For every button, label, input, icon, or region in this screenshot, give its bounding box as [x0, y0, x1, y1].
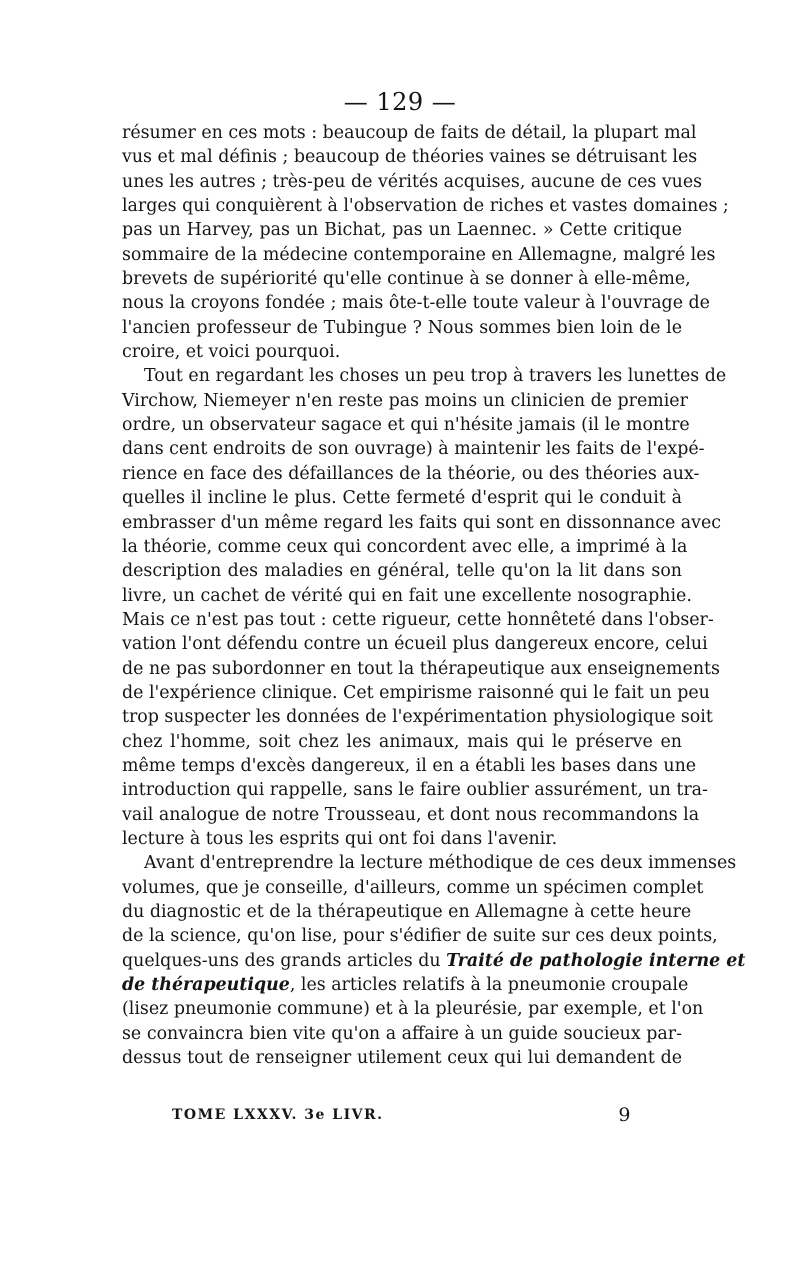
text-line: de la science, qu'on lise, pour s'édifier de suite sur ces deux points, [122, 926, 718, 947]
text-line: de l'expérience clinique. Cet empirisme raisonné qui le fait un peu [122, 682, 710, 703]
text-line: résumer en ces mots : beaucoup de faits de détail, la plupart mal [122, 123, 697, 143]
text-line: dans cent endroits de son ouvrage) à maintenir les faits de l'expé- [122, 439, 705, 460]
text-line: description des maladies en général, telle qu'on la lit dans son [122, 561, 682, 582]
text-line: larges qui conquièrent à l'observation de riches et vastes domaines ; [122, 196, 729, 217]
book-title-italic: Traité de pathologie interne et [446, 950, 746, 971]
text-line: trop suspecter les données de l'expérimentation physiologique soit [122, 707, 713, 728]
signature-line [172, 1102, 632, 1128]
text-line: Tout en regardant les choses un peu trop à travers les lunettes de [144, 366, 727, 387]
text-line: l'ancien professeur de Tubingue ? Nous sommes bien loin de le [122, 317, 682, 338]
text-line: rience en face des défaillances de la théorie, ou des théories aux- [122, 463, 700, 484]
text-line: sommaire de la médecine contemporaine en Allemagne, malgré les [122, 244, 716, 265]
text-line: la théorie, comme ceux qui concordent avec elle, a imprimé à la [122, 536, 688, 557]
text-line: vation l'ont défendu contre un écueil plus dangereux encore, celui [122, 634, 708, 655]
text-line: de ne pas subordonner en tout la thérapeutique aux enseignements [122, 658, 720, 679]
text-line: se convaincra bien vite qu'on a affaire à un guide soucieux par- [122, 1023, 682, 1044]
text-line: Avant d'entreprendre la lecture méthodique de ces deux immenses [144, 853, 737, 874]
page-number: — 129 — [343, 88, 457, 116]
text-line: livre, un cachet de vérité qui en fait une excellente nosographie. [122, 585, 692, 606]
text-line: brevets de supériorité qu'elle continue à se donner à elle-même, [122, 269, 691, 290]
text-line: nous la croyons fondée ; mais ôte-t-elle toute valeur à l'ouvrage de [122, 293, 710, 314]
text-line: Mais ce n'est pas tout : cette rigueur, cette honnêteté dans l'obser- [122, 609, 714, 630]
text-line: de thérapeutique, les articles relatifs à la pneumonie croupale [122, 975, 689, 996]
text-line: vail analogue de notre Trousseau, et dont nous recommandons la [122, 804, 700, 825]
text-line: quelques-uns des grands articles du Traité de pathologie interne et [122, 950, 746, 971]
text-line: volumes, que je conseille, d'ailleurs, comme un spécimen complet [122, 877, 704, 898]
text-line: Virchow, Niemeyer n'en reste pas moins un clinicien de premier [122, 390, 688, 411]
text-line: (lisez pneumonie commune) et à la pleurésie, par exemple, et l'on [122, 999, 704, 1020]
printer-signature: TOME LXXXV. 3e LIVR. [172, 1107, 384, 1123]
text-line: ordre, un observateur sagace et qui n'hésite jamais (il le montre [122, 415, 690, 436]
book-title-italic: de thérapeutique [122, 975, 290, 996]
text-line: du diagnostic et de la thérapeutique en Allemagne à cette heure [122, 902, 692, 922]
sheet-number: 9 [618, 1104, 632, 1126]
text-line: dessus tout de renseigner utilement ceux qui lui demandent de [122, 1048, 682, 1069]
text-line: unes les autres ; très-peu de vérités acquises, aucune de ces vues [122, 171, 703, 192]
text-line: embrasser d'un même regard les faits qui sont en dissonnance avec [122, 512, 722, 533]
text-line: lecture à tous les esprits qui ont foi dans l'avenir. [122, 828, 558, 849]
body-text [122, 121, 746, 1070]
text-line: quelles il incline le plus. Cette fermeté d'esprit qui le conduit à [122, 488, 682, 509]
text-line: pas un Harvey, pas un Bichat, pas un Laennec. » Cette critique [122, 220, 682, 241]
text-line: croire, et voici pourquoi. [122, 342, 341, 363]
text-line: chez l'homme, soit chez les animaux, mais qui le préserve en [122, 731, 682, 752]
text-line: vus et mal définis ; beaucoup de théories vaines se détruisant les [122, 147, 698, 168]
text-line: introduction qui rappelle, sans le faire oublier assurément, un tra- [122, 780, 708, 801]
text-line: même temps d'excès dangereux, il en a établi les bases dans une [122, 755, 697, 776]
